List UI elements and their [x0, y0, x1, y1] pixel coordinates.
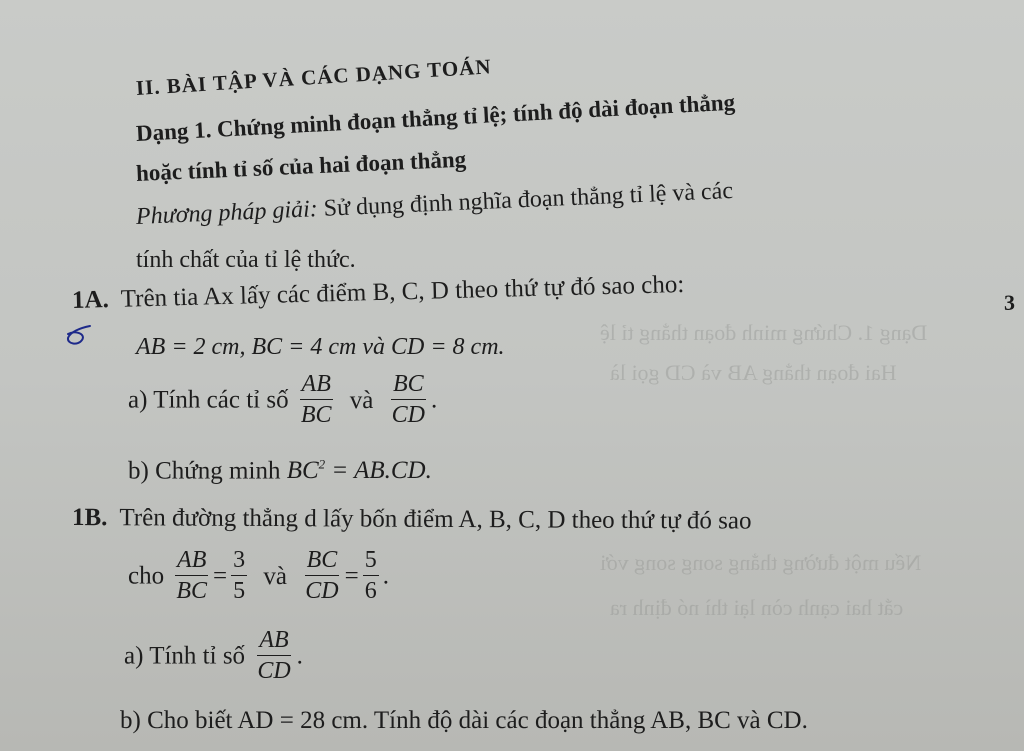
equals-sign: =: [344, 562, 359, 590]
period: .: [430, 386, 438, 414]
method-text: Sử dụng định nghĩa đoạn thẳng tỉ lệ và các: [317, 177, 734, 223]
method-line2: tính chất của tỉ lệ thức.: [136, 247, 356, 273]
problem-1A-part-b-text: b) Chứng minh: [128, 457, 281, 485]
problem-1B-number: 1B.: [71, 504, 108, 532]
problem-1A-number: 1A.: [71, 286, 110, 314]
margin-number: 3: [1004, 290, 1015, 315]
dang1-heading-line1: Dạng 1. Chứng minh đoạn thẳng tỉ lệ; tính độ dài đoạn thẳng: [135, 89, 736, 146]
problem-1B-part-a-text: a) Tính tỉ số: [124, 642, 246, 670]
fraction-ab-bc: $\frac{AB}{BC}$: [176, 547, 208, 605]
fraction-ab-bc: $\frac{AB}{BC}$: [300, 371, 332, 429]
problem-1A-given: AB = 2 cm, BC = 4 cm và CD = 8 cm.: [136, 334, 505, 360]
fraction-ab-cd: $\frac{AB}{CD}$: [257, 627, 291, 685]
and-word: và: [263, 562, 287, 590]
fraction-5-6: $\frac{5}{6}$: [364, 547, 377, 605]
bleed-through-text: cắt hai cạnh còn lại thì nó định ra: [610, 595, 904, 620]
section-title: II. BÀI TẬP VÀ CÁC DẠNG TOÁN: [135, 54, 493, 100]
problem-1B-given: [128, 548, 389, 604]
period: .: [382, 562, 389, 590]
equals-sign: =: [213, 562, 228, 590]
problem-1A-line1: [72, 272, 685, 313]
problem-1B-line1: [72, 505, 752, 534]
problem-1B-part-a: [124, 628, 303, 684]
fraction-bc-cd: $\frac{BC}{CD}$: [305, 547, 339, 605]
fraction-3-5: $\frac{3}{5}$: [233, 547, 246, 605]
bleed-through-text: Dạng 1. Chứng minh đoạn thẳng tỉ lệ: [600, 320, 928, 345]
dang1-heading-line2: hoặc tính tỉ số của hai đoạn thẳng: [135, 146, 467, 186]
method-line1: [135, 179, 733, 229]
problem-1A-statement: Trên tia Ax lấy các điểm B, C, D theo thứ tự đó sao cho:: [120, 270, 685, 313]
problem-1B-statement: Trên đường thẳng d lấy bốn điểm A, B, C, D theo thứ tự đó sao: [119, 504, 752, 535]
period: .: [296, 642, 303, 670]
problem-1B-part-b: b) Cho biết AD = 28 cm. Tính độ dài các đoạn thẳng AB, BC và CD.: [120, 707, 808, 734]
bleed-through-text: Hai đoạn thẳng AB và CD gọi là: [610, 360, 897, 385]
problem-1A-part-a-text: a) Tính các tỉ số: [128, 386, 289, 414]
problem-1A-part-a: [128, 372, 437, 428]
problem-1A-part-b-expr: $BC^2 = AB.CD$.: [286, 457, 432, 485]
fraction-bc-cd: $\frac{BC}{CD}$: [391, 371, 425, 429]
bleed-through-text: Nếu một đường thẳng song song với: [600, 550, 922, 575]
pen-checkmark-icon: [62, 322, 112, 352]
method-label: Phương pháp giải:: [135, 196, 319, 230]
problem-1A-part-b: [128, 458, 432, 483]
and-word: và: [349, 386, 374, 414]
cho-word: cho: [128, 562, 165, 590]
